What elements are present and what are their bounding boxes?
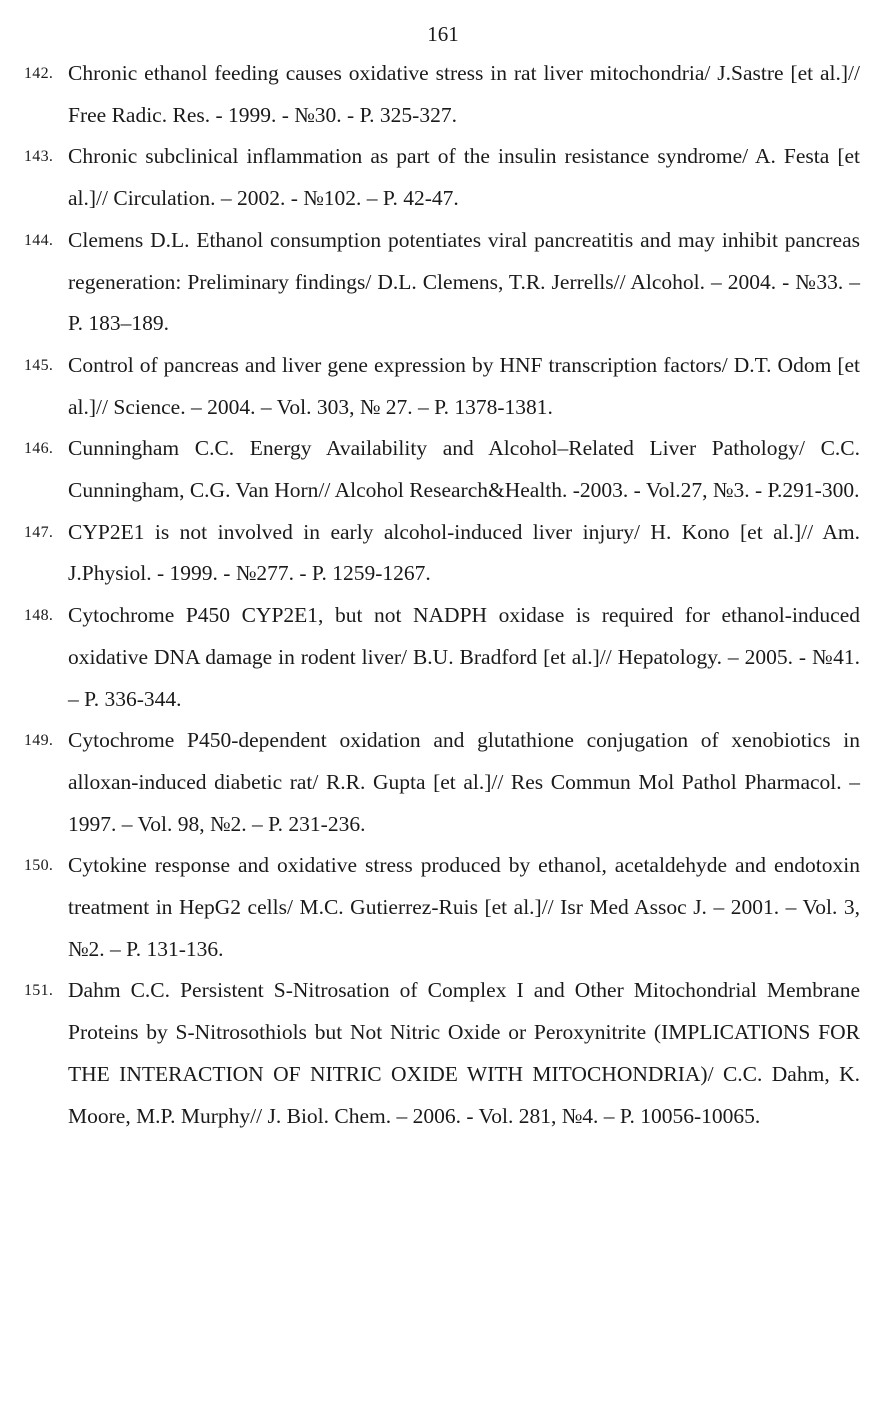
reference-text: Cytochrome P450-dependent oxidation and glutathione conjugation of xenobiotics in alloxan-induced diabetic rat/ R.R. Gupta [et al.]// Res Commun Mol Pathol Pharmacol. – 1997. – Vol. 98, №2. – P. 231-236. — [68, 728, 860, 836]
reference-text: Cytokine response and oxidative stress produced by ethanol, acetaldehyde and endotoxin treatment in HepG2 cells/ M.C. Gutierrez-Ruis [et al.]// Isr Med Assoc J. – 2001. – Vol. 3, №2. – P. 131-136. — [68, 853, 860, 961]
reference-number: 150. — [24, 857, 54, 875]
reference-item — [24, 220, 860, 345]
reference-text: Control of pancreas and liver gene expression by HNF transcription factors/ D.T. Odom [et al.]// Science. – 2004. – Vol. 303, № 27. – P. 1378-1381. — [68, 352, 860, 419]
reference-item — [24, 845, 860, 970]
reference-item — [24, 136, 860, 219]
reference-list — [24, 53, 860, 1137]
reference-number: 144. — [24, 231, 54, 249]
page-number: 161 — [427, 22, 459, 46]
reference-item — [24, 345, 860, 428]
reference-number: 147. — [24, 523, 54, 541]
reference-item — [24, 970, 860, 1137]
reference-item — [24, 428, 860, 511]
reference-number: 142. — [24, 65, 54, 82]
reference-item — [24, 512, 860, 595]
reference-number: 151. — [24, 982, 54, 1000]
reference-item — [24, 53, 860, 136]
reference-text: Chronic ethanol feeding causes oxidative stress in rat liver mitochondria/ J.Sastre [et al.]// Free Radic. Res. - 1999. - №30. - P. 325-327. — [68, 61, 860, 127]
reference-number: 143. — [24, 148, 54, 166]
reference-text: Dahm C.C. Persistent S-Nitrosation of Complex I and Other Mitochondrial Membrane Proteins by S-Nitrosothiols but Not Nitric Oxide or Peroxynitrite (IMPLICATIONS FOR THE INTERACTION OF NITRIC OXIDE WITH MITOCHONDRIA)/ C.C. Dahm, K. Moore, M.P. Murphy// J. Biol. Chem. – 2006. - Vol. 281, №4. – P. 10056-10065. — [68, 978, 860, 1128]
reference-item — [24, 720, 860, 845]
reference-text: Cunningham C.C. Energy Availability and Alcohol–Related Liver Pathology/ C.C. Cunningham, C.G. Van Horn// Alcohol Research&Health. -2003. - Vol.27, №3. - P.291-300. — [68, 436, 860, 503]
reference-text: CYP2E1 is not involved in early alcohol-induced liver injury/ H. Kono [et al.]// Am. J.Physiol. - 1999. - №277. - P. 1259-1267. — [68, 519, 860, 586]
reference-number: 146. — [24, 440, 54, 458]
reference-text: Cytochrome P450 CYP2E1, but not NADPH oxidase is required for ethanol-induced oxidative DNA damage in rodent liver/ B.U. Bradford [et al.]// Hepatology. – 2005. - №41. – P. 336-344. — [68, 603, 860, 711]
reference-text: Clemens D.L. Ethanol consumption potentiates viral pancreatitis and may inhibit pancreas regeneration: Preliminary findings/ D.L. Clemens, T.R. Jerrells// Alcohol. – 2004. - №33. – P. 183–189. — [68, 227, 860, 336]
reference-number: 145. — [24, 356, 54, 374]
reference-text: Chronic subclinical inflammation as part of the insulin resistance syndrome/ A. Festa [et al.]// Circulation. – 2002. - №102. – P. 42-47. — [68, 144, 860, 211]
reference-number: 148. — [24, 607, 54, 625]
reference-item — [24, 595, 860, 720]
reference-number: 149. — [24, 732, 54, 750]
